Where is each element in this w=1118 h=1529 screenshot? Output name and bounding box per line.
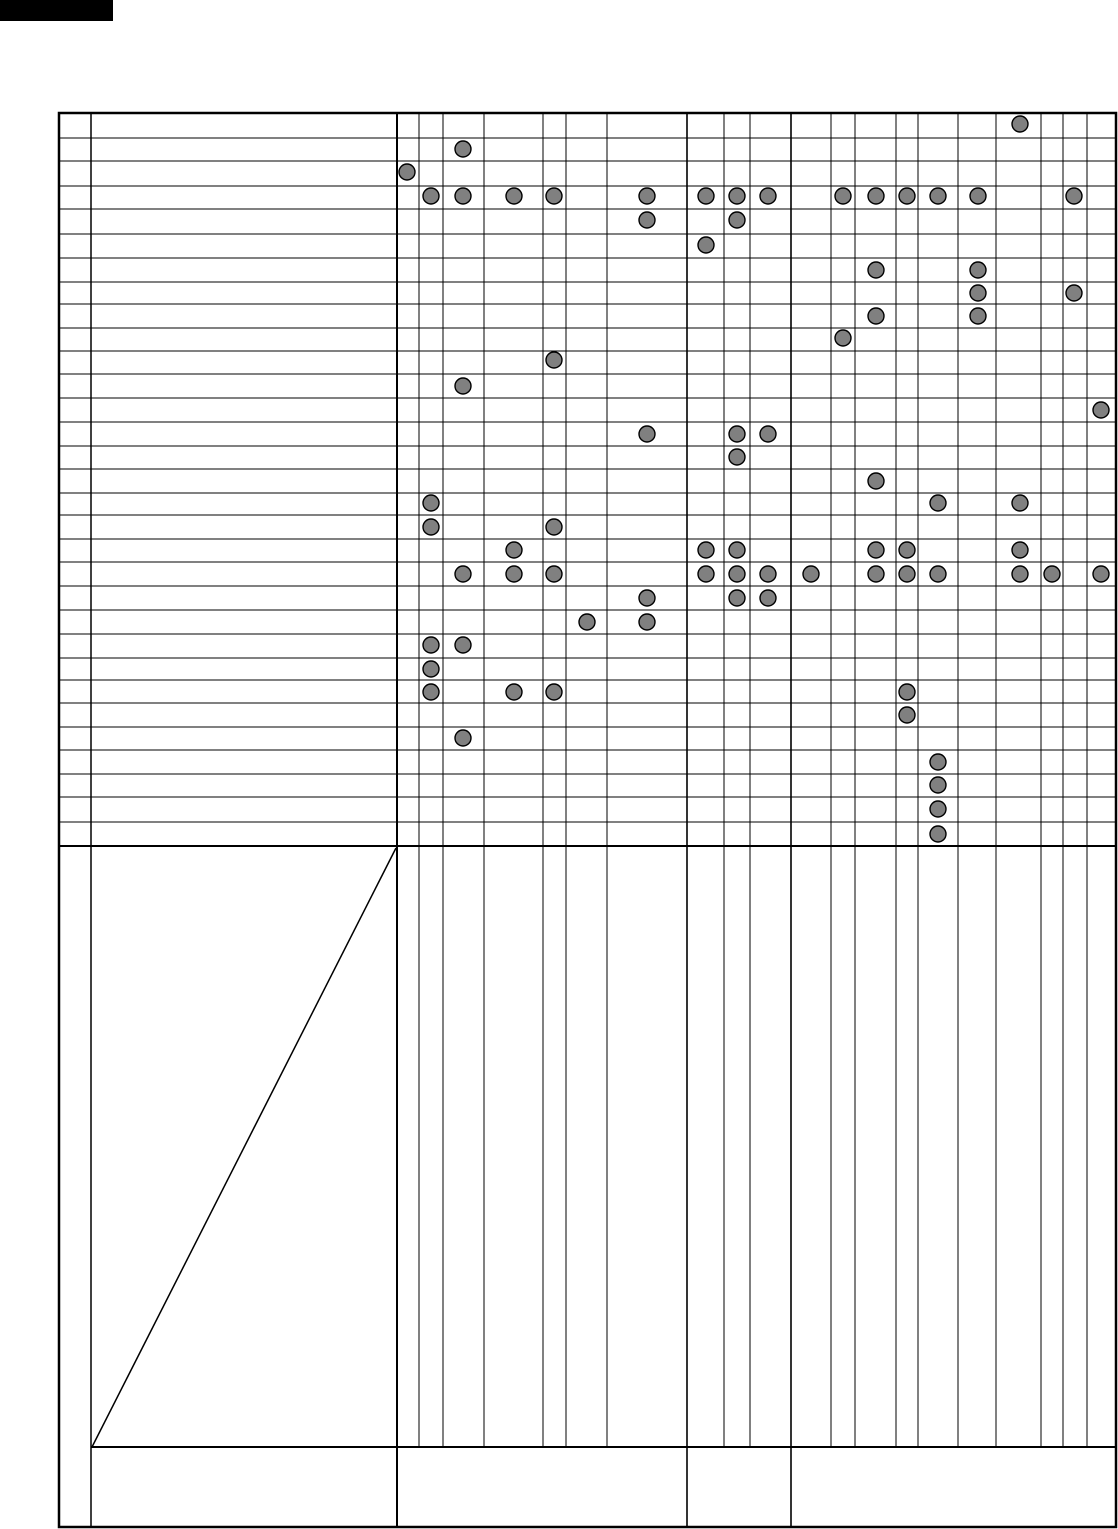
dot-mark bbox=[1066, 285, 1082, 301]
dot-mark bbox=[899, 707, 915, 723]
matrix-marks bbox=[399, 116, 1109, 842]
dot-mark bbox=[579, 614, 595, 630]
dot-mark bbox=[729, 426, 745, 442]
dot-mark bbox=[506, 566, 522, 582]
dot-mark bbox=[930, 188, 946, 204]
dot-mark bbox=[760, 590, 776, 606]
dot-mark bbox=[930, 777, 946, 793]
dot-mark bbox=[1012, 116, 1028, 132]
dot-mark bbox=[698, 566, 714, 582]
dot-mark bbox=[835, 330, 851, 346]
dot-mark bbox=[423, 188, 439, 204]
outer-border bbox=[59, 113, 1116, 1527]
dot-mark bbox=[546, 566, 562, 582]
dot-mark bbox=[868, 473, 884, 489]
dot-mark bbox=[970, 188, 986, 204]
dot-mark bbox=[970, 285, 986, 301]
dot-mark bbox=[455, 378, 471, 394]
dot-mark bbox=[868, 566, 884, 582]
dot-mark bbox=[455, 730, 471, 746]
dot-mark bbox=[639, 188, 655, 204]
dot-mark bbox=[698, 542, 714, 558]
dot-mark bbox=[729, 188, 745, 204]
dot-mark bbox=[1012, 542, 1028, 558]
dot-mark bbox=[899, 542, 915, 558]
dot-mark bbox=[868, 308, 884, 324]
dot-mark bbox=[729, 566, 745, 582]
dot-mark bbox=[1093, 566, 1109, 582]
dot-mark bbox=[506, 684, 522, 700]
matrix-frame bbox=[59, 113, 1116, 1527]
dot-mark bbox=[930, 826, 946, 842]
dot-mark bbox=[1066, 188, 1082, 204]
dot-mark bbox=[639, 614, 655, 630]
dot-mark bbox=[455, 188, 471, 204]
dot-mark bbox=[546, 352, 562, 368]
dot-mark bbox=[760, 566, 776, 582]
matrix-grid bbox=[59, 113, 1116, 1447]
dot-mark bbox=[729, 542, 745, 558]
dot-mark bbox=[698, 237, 714, 253]
dot-mark bbox=[899, 566, 915, 582]
dot-mark bbox=[698, 188, 714, 204]
dot-mark bbox=[423, 519, 439, 535]
dot-mark bbox=[868, 262, 884, 278]
dot-mark bbox=[760, 188, 776, 204]
dot-mark bbox=[546, 684, 562, 700]
dot-mark bbox=[423, 684, 439, 700]
dot-mark bbox=[639, 212, 655, 228]
dot-mark bbox=[835, 188, 851, 204]
dot-mark bbox=[423, 637, 439, 653]
dot-mark bbox=[930, 566, 946, 582]
dot-mark bbox=[930, 801, 946, 817]
dot-mark bbox=[868, 188, 884, 204]
dot-mark bbox=[1012, 495, 1028, 511]
dot-mark bbox=[803, 566, 819, 582]
dot-mark bbox=[399, 164, 415, 180]
dot-mark bbox=[1093, 402, 1109, 418]
dot-mark bbox=[639, 426, 655, 442]
dot-mark bbox=[899, 684, 915, 700]
dot-mark bbox=[899, 188, 915, 204]
dot-mark bbox=[639, 590, 655, 606]
dot-mark bbox=[729, 449, 745, 465]
dot-mark bbox=[930, 495, 946, 511]
dot-mark bbox=[546, 519, 562, 535]
dot-mark bbox=[970, 262, 986, 278]
dot-mark bbox=[868, 542, 884, 558]
dot-mark bbox=[455, 141, 471, 157]
dot-mark bbox=[729, 590, 745, 606]
dot-mark bbox=[760, 426, 776, 442]
dot-mark bbox=[455, 637, 471, 653]
dot-mark bbox=[1012, 566, 1028, 582]
dot-mark bbox=[455, 566, 471, 582]
dot-mark bbox=[423, 495, 439, 511]
dot-mark bbox=[930, 754, 946, 770]
dot-mark bbox=[970, 308, 986, 324]
dot-mark bbox=[506, 542, 522, 558]
dot-mark bbox=[546, 188, 562, 204]
dot-mark bbox=[729, 212, 745, 228]
dot-mark bbox=[423, 661, 439, 677]
diagonal-line bbox=[92, 848, 396, 1447]
dot-mark bbox=[506, 188, 522, 204]
dot-mark bbox=[1044, 566, 1060, 582]
